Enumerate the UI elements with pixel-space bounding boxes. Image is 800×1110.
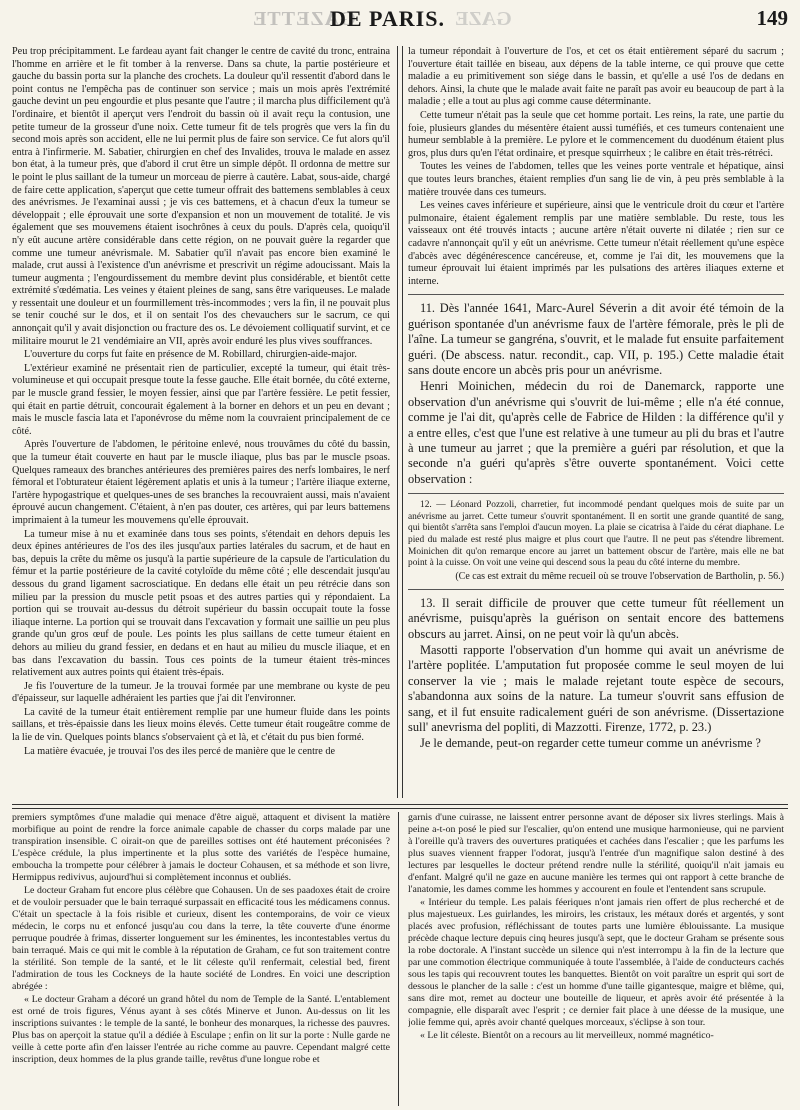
- paragraph: Les veines caves inférieure et supérieure, ainsi que le ventricule droit du cœur et l'artère pulmonaire, étaient également remplis par une matière semblable. Du reste, tous les vaisseaux ont été trouvés intacts ; aucune artère n'était ouverte ni dilatée ; rien sur ce cadavre n'annonçait qu'il y eût un anévrisme. Cette tumeur n'était réellement qu'une espèce d'abcès avec dégénérescence cancéreuse, et, comme je l'ai dit, les mouvemens que la tumeur éprouvait lui étaient imprimés par les pulsations des artères iliaques externe et interne.: [408, 200, 784, 287]
- section-separator: [408, 493, 784, 494]
- left-column: [12, 46, 390, 798]
- paragraph: Peu trop précipitamment. Le fardeau ayant fait changer le centre de cavité du tronc, entraina l'homme en arrière et le fit tomber à la renverse. Dans sa chute, la partie postérieure et gauche du bassin porta sur la planche des crochets. La douleur qu'il ressentit d'abord dans le point contus ne l'empêcha pas de continuer son service ; mais un mois après l'extrémité gauche devint un peu engourdie et plus pesante que l'autre ; il marcha plus difficilement qu'à l'ordinaire, et bientôt il aperçut vers l'endroit du bassin où il avait reçu la contusion, une petite tumeur de la grosseur d'une noix. Cette tumeur fit de tels progrès que vers la fin du second mois après son accident, elle ne lui permit plus de faire son service. Ce fut alors qu'il entra à l'infirmerie. M. Sabatier, chirurgien en chef des Invalides, trouva le malade en assez bon état, à la tumeur près, que d'abord il crut être un simple dépôt. Il ordonna de mettre sur le point le plus saillant de la tumeur un morceau de pierre à cautère. Labat, sous-aide, chargé de faire cette application, s'aperçut que cette tumeur offrait des battemens semblables à ceux des anévrismes. Je l'examinai aussi ; je vis ces battemens, et à chacun d'eux la tumeur se développait ; elle éprouvait une sorte d'expansion et non un mouvement de totalité. Je vis également que ses mouvemens étaient isochrônes à ceux du pouls. D'après cela, quoiqu'il n'y eût aucune artère considérable dans cette région, on ne pouvait guère la regarder que comme une tumeur anévrismale. M. Sabatier qu'il n'avait pas encore bien examiné le malade, crut aussi à l'existence d'un anévrisme et prescrivit un régime adoucissant. Mais la tumeur augmenta ; l'engourdissement du membre devint plus considérable, et bientôt cette extrémité s'œdématia. Les veines y étaient pleines de sang, sans être variqueuses. Le malade y ressentait une douleur et un fourmillement très-incommodes ; vers la fin, il ne pouvait plus se tenir couché sur le dos, et il on sentait l'os des chevauchers sur le sacrum, ce qui annonçait qu'il y avait disjonction ou fracture des os. Le dévoiement colliquatif survint, et ce militaire mourut le 21 vendémiaire an VII, après avoir enduré les plus vives souffrances.: [12, 46, 390, 347]
- paragraph: La matière évacuée, je trouvai l'os des iles percé de manière que le centre de: [24, 745, 335, 757]
- page-header: [0, 0, 800, 36]
- paragraph: Le docteur Graham fut encore plus célèbre que Cohausen. Un de ses paadoxes était de croire et de vouloir persuader que le bain terraqué surpassait en efficacité tous les médicamens connus. C'était un spectacle à la fois risible et curieux, disent les contemporains, de voir ce vieux médecin, le corps nu et enfoncé jusqu'au cou dans la terre, la tête couverte d'une énorme perruque poudrée à frimas, disserter longuement sur les éminentes, les incontestables vertus du bain terraqué. Mais ce qui mit le comble à la réputation de Graham, ce fut son traitement contre la stérilité. Son temple de la santé, et le lit céleste qu'il renfermait, celestial bed, firent l'admiration de tous les Cockneys de la haute société de Londres. En voici une description abrégée :: [12, 885, 390, 992]
- paragraph: L'extérieur examiné ne présentait rien de particulier, excepté la tumeur, qui était très-volumineuse et qui occupait presque toute la fesse gauche. Elle était bornée, du côté externe, par le muscle grand fessier, le moyen fessier, ainsi que par l'artère fessière. Le petit fessier, qui était en partie détruit, concourait également à la borner en dehors et un peu en devant ; mais le muscle fascia lata et l'aponévrose du même nom la couvraient principalement de ce côté.: [12, 362, 390, 437]
- source-note: (Ce cas est extrait du même recueil où se trouve l'observation de Bartholin, p. 56.): [455, 570, 784, 582]
- paragraph: Toutes les veines de l'abdomen, telles que les veines porte ventrale et hépatique, ainsi que toutes leurs branches, étaient remplies d'un sang lie de vin, à peu près semblable à la matière trouvée dans ces tumeurs.: [408, 161, 784, 198]
- paragraph: « Intérieur du temple. Les palais féeriques n'ont jamais rien offert de plus recherché et de plus majestueux. Les guirlandes, les miroirs, les cristaux, les métaux dorés et argentés, y sont placés avec profusion, réfléchissant de toutes parts une lumière éblouissante. La musique précède chaque lecture depuis cinq heures jusqu'à sept, que le docteur Graham se présente sous la robe doctorale. A l'instant succède un silence qui n'est interrompu à la fin de la lecture que par une commotion électrique communiquée à toute l'assemblée, à l'aide de conducteurs cachés sous les tapis qui recouvrent toutes les banquettes. Bientôt on voit paraître un esprit qui sort de dessous le plancher de la salle : c'est un homme d'une taille gigantesque, maigre et blême, qui, sans dire mot, remet au docteur une bouteille de liqueur, et après avoir été présentée à la compagnie, elle disparaît avec l'esprit ; ce dernier fait place à une déesse de la musique, une jolie femme qui, après avoir chanté quelques morceaux, s'éclipse à son tour.: [408, 897, 784, 1028]
- column-divider: [398, 812, 399, 1106]
- paragraph-masotti: Masotti rapporte l'observation d'un homme qui avait un anévrisme de l'artère poplitée. L'amputation fut proposée comme le seul moyen de lui conserver la vie ; mais le malade rejetant toute espèce de secours, s'abandonna aux soins de la nature. La tumeur s'ouvrit sans effusion de sang, et il fut ensuite radicalement guéri de son anévrisme. (Dissertazione sull' anevrisma del popliti, di Mazzotti. Firenze, 1772, p. 23.): [408, 642, 784, 734]
- header-ghost-text: GAZETTE: [252, 8, 356, 30]
- paragraph: L'ouverture du corps fut faite en présence de M. Robillard, chirurgien-aide-major.: [24, 349, 357, 361]
- horizontal-divider: [12, 804, 788, 809]
- newspaper-title: DE PARIS.: [330, 6, 445, 31]
- paragraph: « Le lit céleste. Bientôt on a recours au lit merveilleux, nommé magnético-: [420, 1030, 714, 1041]
- section-separator: [408, 589, 784, 590]
- paragraph: « Le docteur Graham a décoré un grand hôtel du nom de Temple de la Santé. L'entablement est orné de trois figures, Vénus ayant à ses côtés Minerve et Junon. Au-dessus on lit les inscriptions suivantes : le temple de la santé, le bonheur des monarques, la richesse des pauvres. Plus bas on aperçoit la statue qu'il a dédiée à Esculape ; enfin on lit sur la porte : Nulle garde ne veille à cette porte afin d'en laisser l'entrée au riche comme au pauvre. Cependant malgré cette inscription, deux hommes de la plus grande taille, revêtus d'une longue robe et: [12, 994, 390, 1065]
- feuilleton-left-column: [12, 812, 390, 1106]
- paragraph: Après l'ouverture de l'abdomen, le péritoine enlevé, nous trouvâmes du côté du bassin, que la tumeur était couverte en haut par le muscle iliaque, plus bas par le muscle psoas. Quelques rameaux des branches antérieures des premières paires des nerfs lombaires, le nerf fémoral et l'obturateur étaient légèrement aplatis et unis à la tumeur ; l'artère iliaque externe, l'artère hypogastrique et quelques-unes de ses branches la recouvraient aussi, mais n'avaient éprouvé aucun changement. C'étaient, à n'en pas douter, ces artères, qui par leurs battemens imprimaient à la tumeur les mouvemens qu'elle éprouvait.: [12, 439, 390, 526]
- paragraph-moinichen: Henri Moinichen, médecin du roi de Danemarck, rapporte une observation d'un anévrisme qui s'ouvrit de lui-même ; elle n'a été connue, comme je l'ai dit, qu'après celle de Fabrice de Hilden : la différence qu'il y a entre elles, c'est que l'une est relative à une tumeur au pli du bras et l'autre à une tumeur au jarret ; que la première a guéri par résolution, et que la seconde n'a guéri qu'après s'être ouverte spontanément. Voici cette observation :: [408, 379, 784, 486]
- page-number: 149: [756, 6, 788, 30]
- paragraph: Cette tumeur n'était pas la seule que cet homme portait. Les reins, la rate, une partie du foie, plusieurs glandes du mésentère étaient aussi tuméfiés, et ces tumeurs contenaient une humeur semblable à la première. Le pylore et le commencement du duodénum étaient plus gros, plus durs qu'en l'état ordinaire, et presque squirrheux ; le calibre en était très-rétréci.: [408, 109, 784, 159]
- observation-12: 12. — Léonard Pozzoli, charretier, fut incommodé pendant quelques mois de suite par un anévrisme au jarret. Cette tumeur s'ouvrit spontanément. Il en sortit une grande quantité de sang, qui bientôt s'arrêta sans l'emploi d'aucun moyen. La plaie se cicatrisa à l'aide du cérat diaphane. Le pied du malade est resté plus maigre et plus court que l'autre. Il ne peut pas s'étendre librement. Moinichen dit qu'on remarque encore au jarret un battement obscur de l'artère, mais elle ne bat point à la cuisse. On voit une veine qui descend sous la peau du côté interne du membre.: [408, 500, 784, 569]
- section-separator: [408, 294, 784, 295]
- observation-13: 13. Il serait difficile de prouver que cette tumeur fût réellement un anévrisme, puisqu'après la guérison on sentait encore des battemens obscurs au jarret. Ainsi, on ne peut voir là qu'un abcès.: [408, 595, 784, 641]
- paragraph: garnis d'une cuirasse, ne laissent entrer personne avant de déposer six livres sterlings. Mais à peine a-t-on posé le pied sur l'escalier, qu'on entend une musique harmonieuse, qui ne parvient à l'oreille qu'à travers des ouvertures pratiquées et cachées dans l'escalier ; que les parfums les plus suaves viennent frapper l'odorat, jusqu'à l'entrée d'un magnifique salon destiné à des lectures par lesquelles le docteur prétend rendre nulle la stérilité, quoiqu'il n'ait jamais eu d'enfant. Malgré qu'il ne gaze en aucune manière les termes qui ont rapport à cette branche de l'anatomie, les dames comme les hommes y accourent en foule et l'entendent sans scrupule.: [408, 812, 784, 895]
- paragraph: La tumeur mise à nu et examinée dans tous ses points, s'étendait en dehors depuis les deux épines antérieures de l'os des iles jusqu'aux parties latérales du sacrum, et de haut en bas, depuis la crête du même os jusqu'à la partie supérieure de la capsule de l'articulation du fémur et la partie postérieure de la cavité cotyloïde du même côté ; elle descendait jusqu'au dessous du grand ligament sacrosciatique. En dedans elle était un peu rétrécie dans son milieu par la pression du muscle petit psoas et des autres parties qui y répondaient. La portion qui se trouvait au-dessus du détroit supérieur du bassin occupait toute la fosse iliaque interne. La portion qui se trouvait dans l'excavation y formait une saillie un peu plus grande qu'un gros œuf de poule. Les points les plus saillans de cette tumeur étaient en dehors au milieu du grand fessier, en dedans et en haut au milieu du muscle iliaque, et en bas dans l'excavation du bassin. Tous ces points de la tumeur étaient très-minces relativement aux autres points qui étaient très-épais.: [12, 528, 390, 679]
- paragraph: Je fis l'ouverture de la tumeur. Je la trouvai formée par une membrane ou kyste de peu d'épaisseur, sur laquelle adhéraient les parties que j'ai dit l'environner.: [12, 680, 390, 705]
- paragraph: la tumeur répondait à l'ouverture de l'os, et cet os était entièrement séparé du sacrum ; l'ouverture était taillée en biseau, aux dépens de la table interne, ce qui prouve que cette maladie a eu primitivement son siége dans le bassin, et qu'elle a usé l'os de dedans en dehors. Ainsi, la chute que le malade avait faite ne paraît pas avoir eu beaucoup de part à la maladie ; elle a tout au plus agi comme cause déterminante.: [408, 46, 784, 108]
- right-column: [408, 46, 784, 798]
- feuilleton-right-column: [408, 812, 784, 1106]
- closing-question: Je le demande, peut-on regarder cette tumeur comme un anévrisme ?: [420, 736, 761, 751]
- header-ghost-text-right: GAZE: [455, 8, 512, 30]
- observation-11: 11. Dès l'année 1641, Marc-Aurel Séverin a dit avoir été témoin de la guérison spontanée d'un anévrisme faux de l'artère fémorale, près le pli de l'aîne. La tumeur se gangréna, s'ouvrit, et le malade fut ensuite parfaitement guéri. (De abscess. natur. recondit., cap. VII, p. 195.) Cette maladie était sans doute encore un abcès pris pour un anévrisme.: [408, 301, 784, 377]
- column-divider: [397, 46, 403, 798]
- paragraph: La cavité de la tumeur était entièrement remplie par une humeur fluide dans les points saillans, et très-épaissie dans les lieux moins élevés. Cette tumeur était rougeâtre comme de la lie de vin. Quelques points blancs s'observaient çà et là, et c'était du pus bien formé.: [12, 706, 390, 744]
- paragraph: premiers symptômes d'une maladie qui menace d'être aiguë, attaquent et divisent la matière morbifique au point de rendre la force animale capable de chasser du corps malade par une transpiration insensible. C oirait-on que de pareilles sottises ont été hautement préconisées ? L'espèce crédule, la plus impertinente et la plus sotte des variétés de l'espèce humaine, emboucha la trompette pour célébrer à jamais le docteur Cohausen, et sa méthode et son livre, Hermippus redivivus, aujourd'hui si complètement inconnus et oubliés.: [12, 812, 390, 883]
